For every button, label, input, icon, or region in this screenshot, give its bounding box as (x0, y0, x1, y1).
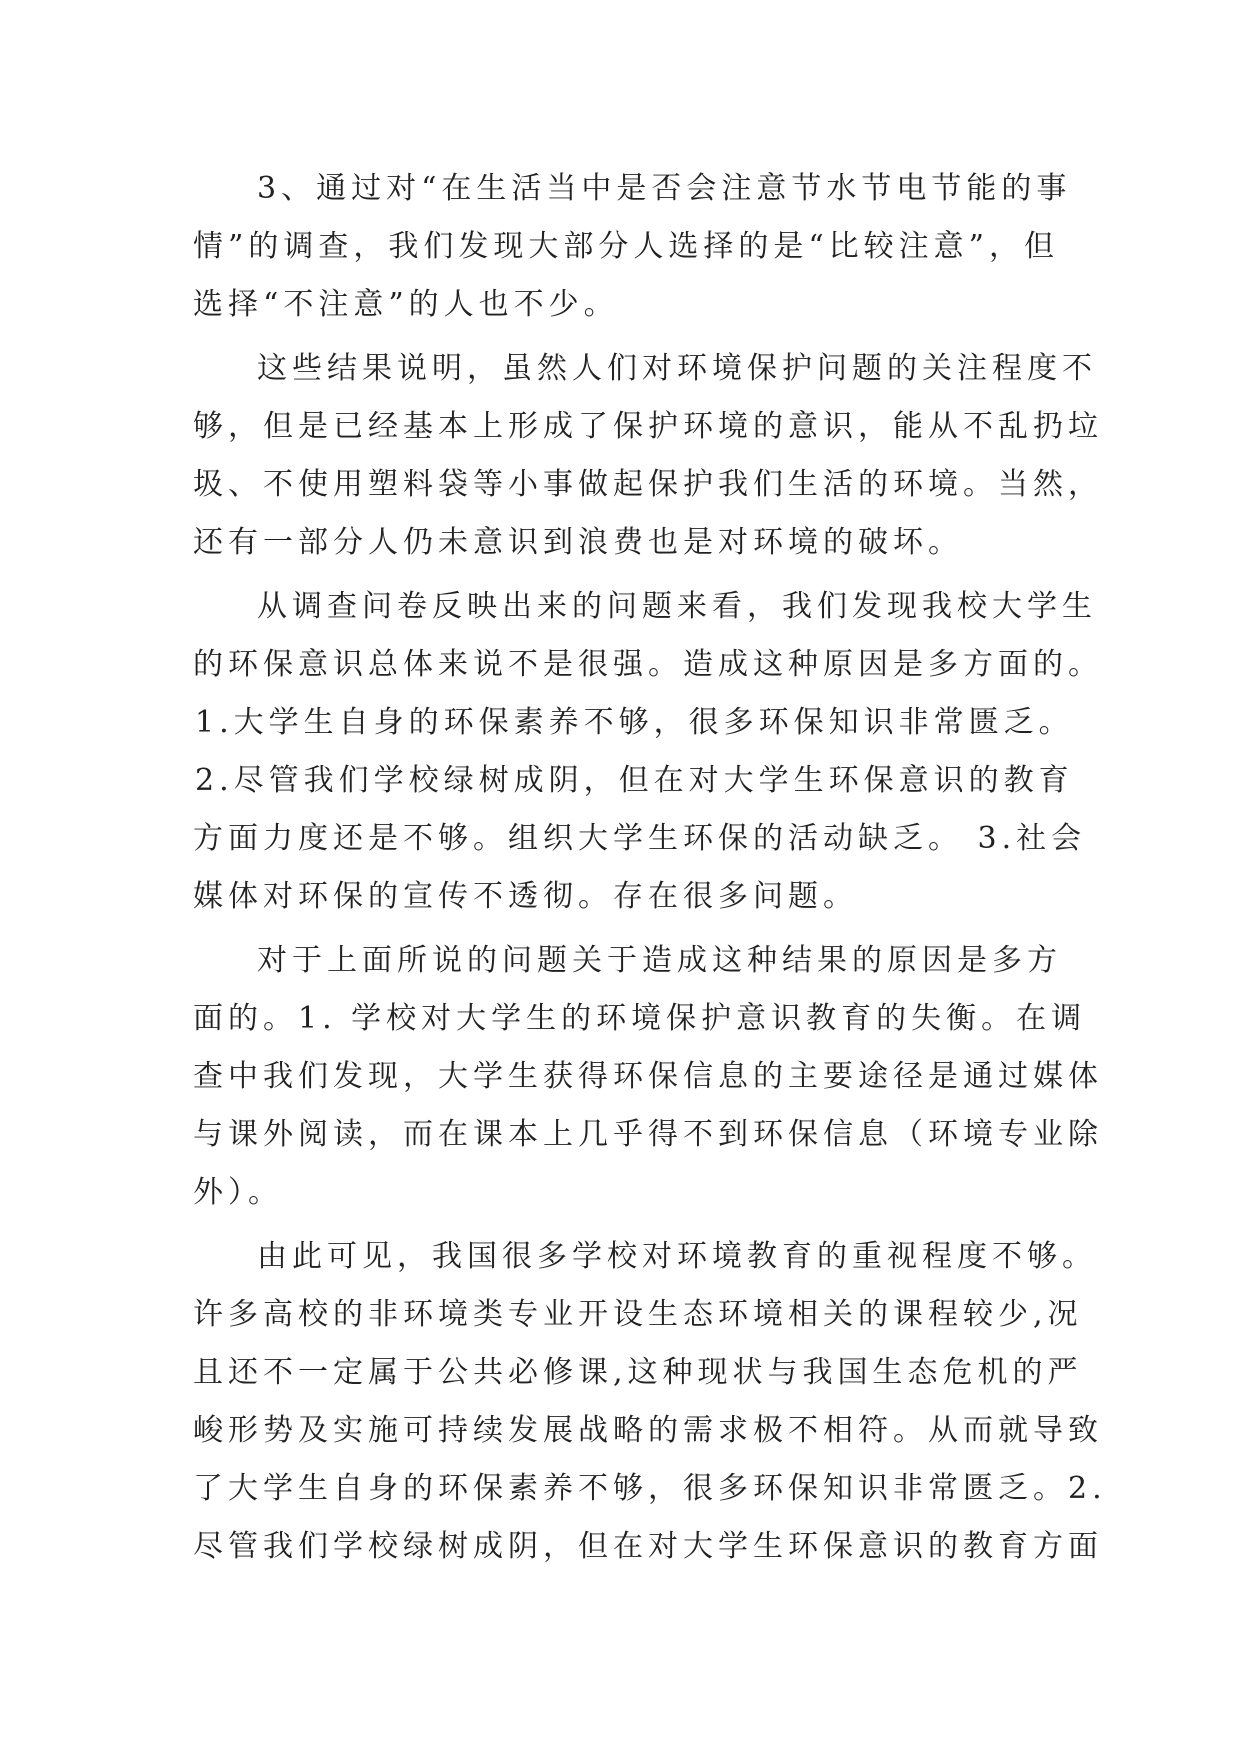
paragraph-4-line-4: 与课外阅读，而在课本上几乎得不到环保信息（环境专业除 (193, 1117, 1103, 1152)
paragraph-4-line-1: 对于上面所说的问题关于造成这种结果的原因是多方 (257, 943, 1062, 978)
paragraph-5-line-6: 尽管我们学校绿树成阴，但在对大学生环保意识的教育方面 (193, 1529, 1103, 1564)
paragraph-5-line-1: 由此可见，我国很多学校对环境教育的重视程度不够。 (257, 1239, 1097, 1274)
paragraph-4-line-2: 面的。1. 学校对大学生的环境保护意识教育的失衡。在调 (193, 1001, 1087, 1036)
paragraph-2-line-2: 够，但是已经基本上形成了保护环境的意识，能从不乱扔垃 (193, 409, 1103, 444)
paragraph-5-line-2: 许多高校的非环境类专业开设生态环境相关的课程较少,况 (193, 1297, 1083, 1332)
paragraph-3-line-5: 方面力度还是不够。组织大学生环保的活动缺乏。 3.社会 (193, 821, 1087, 856)
paragraph-5-line-4: 峻形势及实施可持续发展战略的需求极不相符。从而就导致 (193, 1413, 1103, 1448)
paragraph-3-line-4: 2.尽管我们学校绿树成阴，但在对大学生环保意识的教育 (195, 763, 1074, 798)
body-text (193, 160, 1107, 1576)
paragraph-2-line-4: 还有一部分人仍未意识到浪费也是对环境的破坏。 (193, 525, 963, 560)
paragraph-4-line-3: 查中我们发现，大学生获得环保信息的主要途径是通过媒体 (193, 1059, 1103, 1094)
paragraph-2-line-3: 圾、不使用塑料袋等小事做起保护我们生活的环境。当然， (193, 467, 1103, 502)
paragraph-3-line-6: 媒体对环保的宣传不透彻。存在很多问题。 (193, 879, 858, 914)
paragraph-1-line-2: 情”的调查，我们发现大部分人选择的是“比较注意”，但 (193, 229, 1060, 264)
paragraph-5-line-5: 了大学生自身的环保素养不够，很多环保知识非常匮乏。2. (193, 1471, 1107, 1506)
paragraph-2-line-1: 这些结果说明，虽然人们对环境保护问题的关注程度不 (257, 351, 1097, 386)
paragraph-3-line-2: 的环保意识总体来说不是很强。造成这种原因是多方面的。 (193, 647, 1103, 682)
paragraph-4-line-5: 外）。 (193, 1175, 283, 1210)
paragraph-3-line-3: 1.大学生自身的环保素养不够，很多环保知识非常匮乏。 (195, 705, 1074, 740)
paragraph-3-line-1: 从调查问卷反映出来的问题来看，我们发现我校大学生 (257, 589, 1097, 624)
paragraph-1-line-1: 3、通过对“在生活当中是否会注意节水节电节能的事 (257, 171, 1072, 206)
paragraph-5-line-3: 且还不一定属于公共必修课,这种现状与我国生态危机的严 (193, 1355, 1083, 1390)
paragraph-1-line-3: 选择“不注意”的人也不少。 (193, 287, 619, 322)
